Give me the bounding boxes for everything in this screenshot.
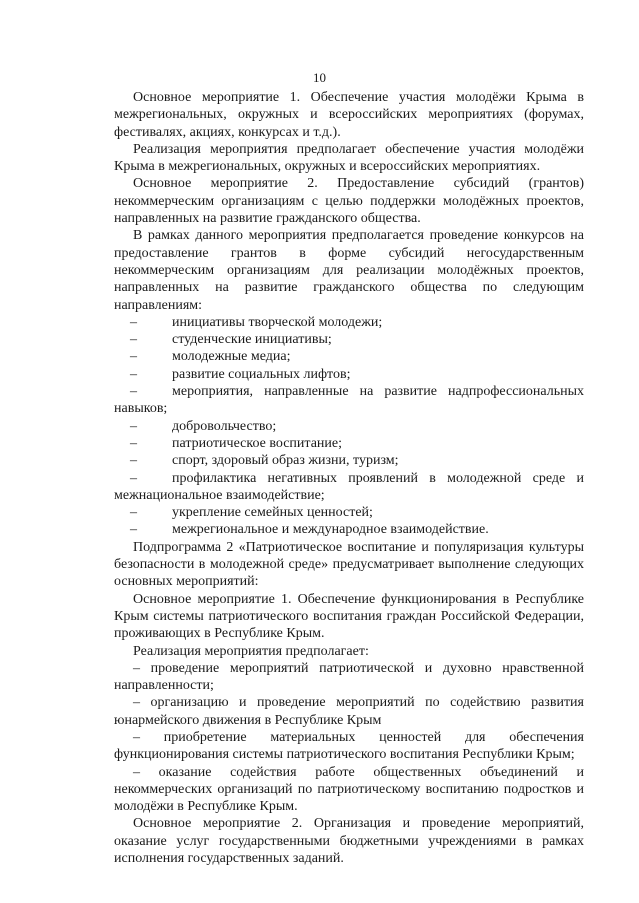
list-item [114,470,584,505]
list-item [114,435,584,452]
paragraph: Основное мероприятие 1. Обеспечение участия молодёжи Крыма в межрегиональных, окружных и всероссийских мероприятиях (форумах, фестивалях, акциях, конкурсах и т.д.). [114,90,584,140]
list-item [114,314,584,331]
list-dash: – [130,314,137,330]
list-dash: – [130,453,137,469]
list-item-text: добровольчество; [172,418,277,434]
list-item-text: молодежные медиа; [172,349,291,365]
dash-paragraph: – проведение мероприятий патриотической и духовно нравственной направленности; [114,660,584,694]
list-item-text: укрепление семейных ценностей; [172,505,373,521]
list-item [114,521,584,538]
dash-paragraph: – приобретение материальных ценностей для обеспечения функционирования системы патриотического воспитания Республики Крым; [114,729,584,763]
list-item-text: патриотическое воспитание; [172,435,342,451]
list-dash: – [130,522,137,538]
paragraph: Подпрограмма 2 «Патриотическое воспитание и популяризация культуры безопасности в молодежной среде» предусматривает выполнение следующих основных мероприятий: [114,539,584,590]
list-dash: – [130,505,137,521]
list-dash: – [130,435,137,451]
paragraph: Реализация мероприятия предполагает: [133,643,369,659]
list-dash: – [130,418,137,434]
list-item [114,331,584,348]
paragraph: Основное мероприятие 2. Предоставление субсидий (грантов) некоммерческим организациям с целью поддержки молодёжных проектов, направленных на развитие гражданского общества. [114,176,584,227]
list-item-text: студенческие инициативы; [172,332,332,348]
list-item [114,504,584,521]
list-dash: – [130,384,137,400]
page-number: 10 [313,70,326,85]
paragraph: Основное мероприятие 2. Организация и проведение мероприятий, оказание услуг государственными бюджетными учреждениями в рамках исполнения государственных заданий. [114,816,584,867]
paragraph: Основное мероприятие 1. Обеспечение функционирования в Республике Крым системы патриотического воспитания граждан Российской Федерации, проживающих в Республике Крым. [114,591,584,642]
paragraph: Реализация мероприятия предполагает обеспечение участия молодёжи Крыма в межрегиональных, окружных и всероссийских мероприятиях. [114,141,584,175]
list-item [114,452,584,469]
list-item-text: инициативы творческой молодежи; [172,314,383,330]
list-item-text: профилактика негативных проявлений в молодежной среде и межнациональное взаимодействие; [114,470,584,503]
list-item [114,348,584,365]
list-item [114,383,584,418]
dash-paragraph: – оказание содействия работе общественных объединений и некоммерческих организаций по патриотическому воспитанию подростков и молодёжи в Республике Крым. [114,764,584,815]
list-item [114,366,584,383]
list-item-text: межрегиональное и международное взаимодействие. [172,522,489,538]
paragraph: В рамках данного мероприятия предполагается проведение конкурсов на предоставление грантов в форме субсидий негосударственным некоммерческим организациям для реализации молодёжных проектов, направленных на развитие гражданского общества по следующим направлениям: [114,228,584,313]
list-item [114,418,584,435]
list-dash: – [130,470,137,486]
list-dash: – [130,366,137,382]
list-item-text: спорт, здоровый образ жизни, туризм; [172,453,399,469]
list-item-text: мероприятия, направленные на развитие надпрофессиональных навыков; [114,384,584,417]
list-dash: – [130,349,137,365]
dash-paragraph: – организацию и проведение мероприятий по содействию развития юнармейского движения в Республике Крым [114,695,584,728]
document-body [114,89,584,867]
list-item-text: развитие социальных лифтов; [172,366,351,382]
list-dash: – [130,332,137,348]
